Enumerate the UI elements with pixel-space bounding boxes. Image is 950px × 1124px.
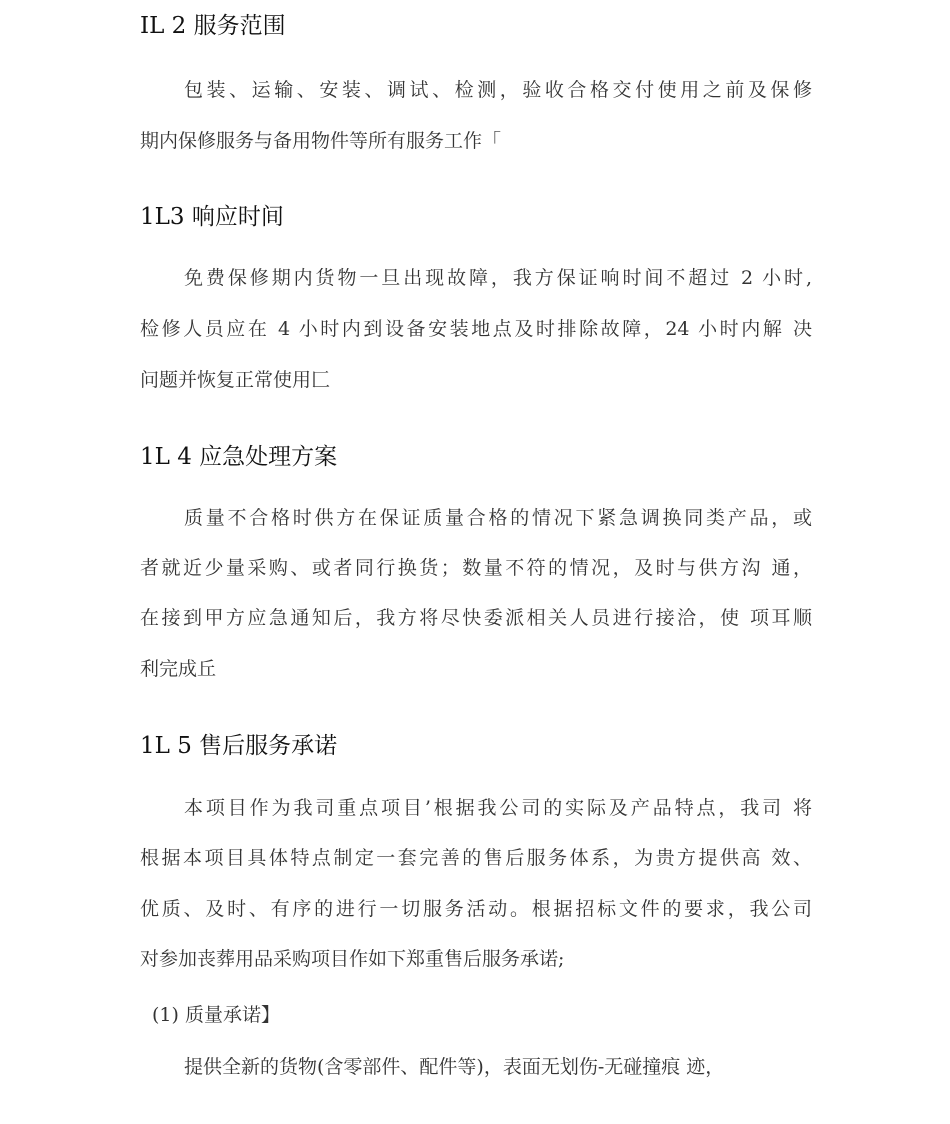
- paragraph-line: 对参加丧葬用品采购项目作如下郑重售后服务承诺;: [140, 948, 565, 970]
- paragraph-line: 免费保修期内货物一旦出现故障，我方保证响时间不超过 2 小时,: [184, 267, 812, 289]
- paragraph-line: 包装、运输、安装、调试、检测，验收合格交付使用之前及保修: [184, 79, 812, 101]
- paragraph-line: 质量不合格时供方在保证质量合格的情况下紧急调换同类产品，或: [184, 507, 812, 529]
- paragraph-line: 者就近少量采购、或者同行换货；数量不符的情况，及时与供方沟 通，: [140, 557, 812, 579]
- section-heading-emergency-plan: 1L 4 应急处理方案: [140, 444, 338, 470]
- section-heading-after-sales-commitment: 1L 5 售后服务承诺: [140, 733, 338, 759]
- paragraph-line: 在接到甲方应急通知后，我方将尽快委派相关人员进行接洽，使 项耳顺: [140, 607, 812, 629]
- paragraph-line: 根据本项目具体特点制定一套完善的售后服务体系，为贵方提供高 效、: [140, 847, 812, 869]
- section-heading-service-scope: IL 2 服务范围: [140, 13, 286, 39]
- paragraph-line: 本项目作为我司重点项目’根据我公司的实际及产品特点，我司 将: [184, 797, 812, 819]
- section-heading-response-time: 1L3 响应时间: [140, 204, 284, 230]
- paragraph-line: 检修人员应在 4 小时内到设备安装地点及时排除故障，24 小时内解 决: [140, 318, 812, 340]
- numbered-item-quality-commitment: (1) 质量承诺】: [152, 1004, 280, 1026]
- paragraph-line: 提供全新的货物(含零部件、配件等)，表面无划伤-无碰撞痕 迹，: [184, 1056, 725, 1078]
- paragraph-line: 利完成丘: [140, 658, 217, 680]
- paragraph-line: 问题并恢复正常使用匚: [140, 369, 331, 391]
- paragraph-line: 期内保修服务与备用物件等所有服务工作「: [140, 130, 502, 152]
- paragraph-line: 优质、及时、有序的进行一切服务活动。根据招标文件的要求，我公司: [140, 898, 812, 920]
